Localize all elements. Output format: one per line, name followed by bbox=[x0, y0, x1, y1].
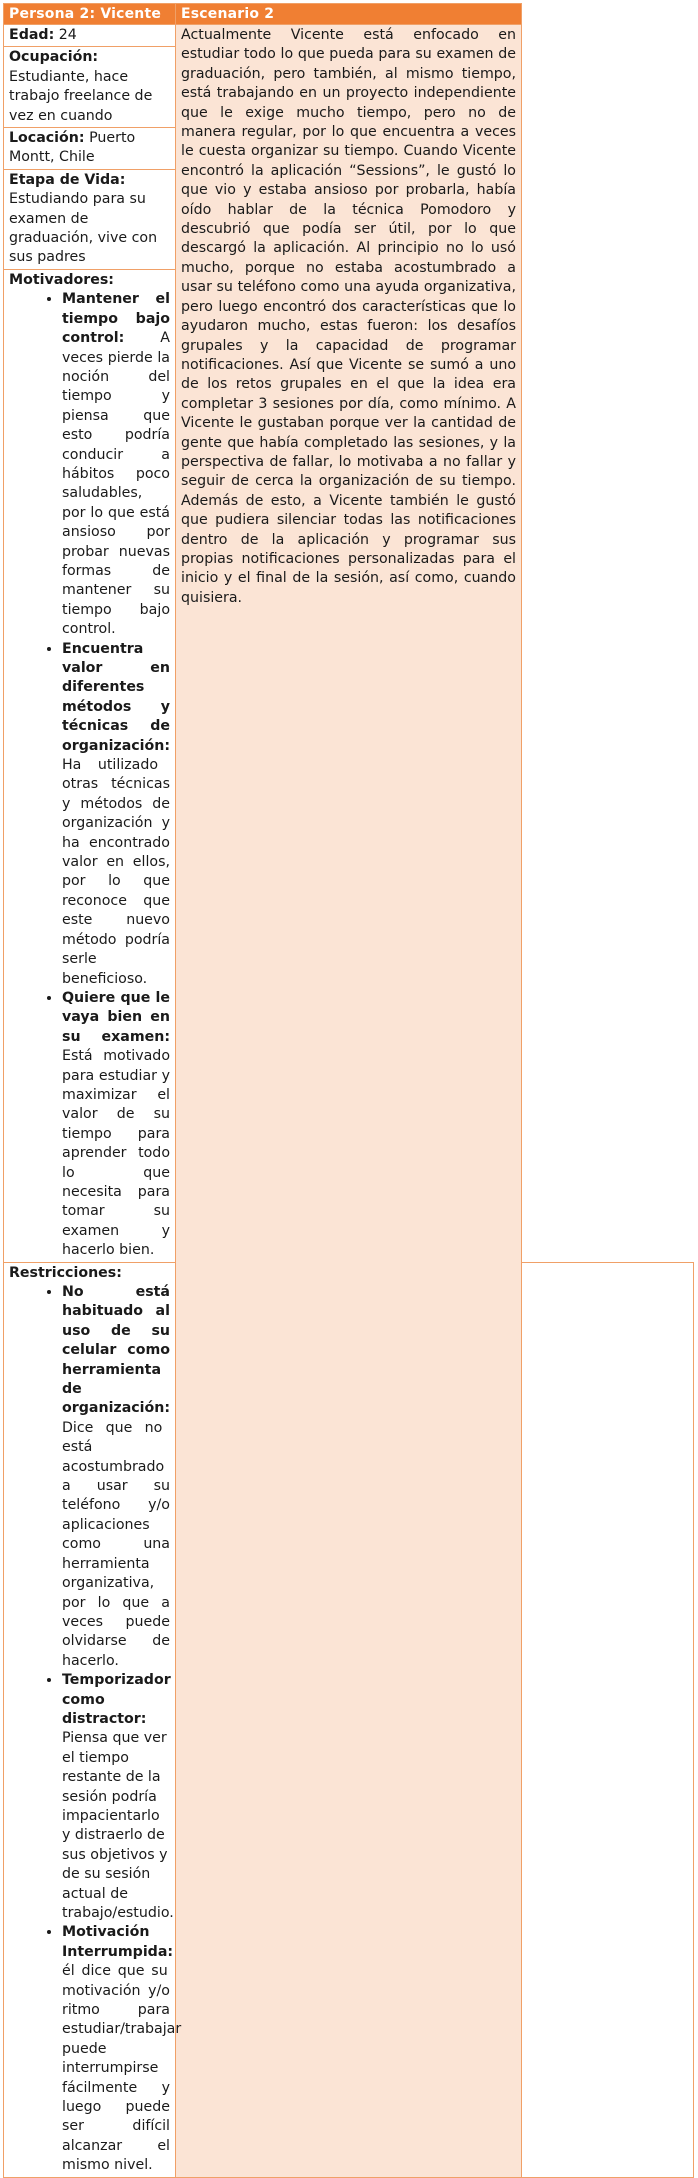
list-item bbox=[62, 989, 170, 1261]
motivadores-title: Motivadores: bbox=[9, 271, 114, 288]
persona-title: Persona 2: Vicente bbox=[9, 6, 162, 22]
ocupacion-value: Estudiante, hace trabajo freelance de vez en cuando bbox=[9, 68, 153, 124]
list-item bbox=[62, 1671, 174, 1923]
restricciones-cell bbox=[4, 1262, 182, 2177]
restriccion-body: él dice que su motivación y/o ritmo para estudiar/trabajar puede interrumpirse fácilmente y luego puede ser difícil alcanzar el mismo nivel. bbox=[62, 1963, 182, 2174]
edad-cell bbox=[4, 25, 176, 47]
etapa-value: Estudiando para su examen de graduación, vive con sus padres bbox=[9, 191, 158, 266]
motivador-body: Está motivado para estudiar y maximizar el valor de su tiempo para aprender todo lo que necesita para tomar su examen y hacerlo bien. bbox=[62, 1048, 170, 1259]
scenario-title: Escenario 2 bbox=[181, 6, 275, 22]
scenario-cell bbox=[176, 25, 522, 2178]
motivador-body: Ha utilizado otras técnicas y métodos de organización y ha encontrado valor en ellos, por lo que reconoce que este nuevo método podría serle beneficioso. bbox=[62, 757, 170, 987]
scenario-header bbox=[176, 4, 522, 25]
restriccion-head: Temporizador como distractor: bbox=[62, 1672, 171, 1727]
persona-document bbox=[3, 3, 694, 2174]
list-item bbox=[62, 1283, 170, 1671]
persona-table bbox=[3, 3, 694, 2178]
locacion-cell bbox=[4, 128, 176, 170]
restricciones-list bbox=[9, 1283, 182, 2176]
edad-value: 24 bbox=[54, 27, 77, 43]
list-item bbox=[62, 290, 170, 639]
motivador-head: Mantener el tiempo bajo control: bbox=[62, 291, 170, 347]
restriccion-head: No está habituado al uso de su celular como herramienta de organización: bbox=[62, 1284, 171, 1417]
restriccion-body: Dice que no está acostumbrado a usar su teléfono y/o aplicaciones como una herramienta organizativa, por lo que a veces puede olvidarse de hacerlo. bbox=[62, 1419, 170, 1669]
restriccion-head: Motivación Interrumpida: bbox=[62, 1924, 174, 1960]
list-item bbox=[62, 1923, 182, 2175]
motivadores-cell bbox=[4, 269, 176, 1262]
etapa-cell bbox=[4, 169, 176, 269]
locacion-label: Locación: bbox=[9, 130, 85, 147]
scenario-text: Actualmente Vicente está enfocado en estudiar todo lo que pueda para su examen de graduación, pero también, al mismo tiempo, está trabajando en un proyecto independiente que le exige mucho tiempo, pero no de manera regular, por lo que encuentra a veces le cuesta organizar su tiempo. Cuando Vicente encontró la aplicación “Sessions”, le gustó lo que vio y estaba ansioso por probarla, había oído hablar de la técnica Pomodoro y descubrió que podía ser útil, por lo que descargó la aplicación. Al principio no lo usó mucho, porque no estaba acostumbrado a usar su teléfono como una ayuda organizativa, pero luego encontró dos características que lo ayudaron mucho, estas fueron: los desafíos grupales y la capacidad de programar notificaciones. Así que Vicente se sumó a uno de los retos grupales en el que la idea era completar 3 sesiones por día, como mínimo. A Vicente le gustaban porque ver la cantidad de gente que había completado las sesiones, y la perspectiva de fallar, lo motivaba a no fallar y seguir de cerca la organización de su tiempo. Además de esto, a Vicente también le gustó que pudiera silenciar todas las notificaciones dentro de la aplicación y programar sus propias notificaciones personalizadas para el inicio y el final de la sesión, así como, cuando quisiera. bbox=[181, 27, 516, 606]
locacion-value: Puerto Montt, Chile bbox=[9, 130, 136, 166]
motivador-body: A veces pierde la noción del tiempo y piensa que esto podría conducir a hábitos poco saludables, por lo que está ansioso por probar nuevas formas de mantener su tiempo bajo control. bbox=[62, 330, 170, 638]
edad-label: Edad: bbox=[9, 27, 55, 43]
persona-header bbox=[4, 4, 176, 25]
restricciones-title: Restricciones: bbox=[9, 1264, 122, 1281]
ocupacion-cell bbox=[4, 47, 176, 128]
list-item bbox=[62, 640, 170, 989]
etapa-label: Etapa de Vida: bbox=[9, 171, 126, 188]
restriccion-body: Piensa que ver el tiempo restante de la sesión podría impacientarlo y distraerlo de sus objetivos y de su sesión actual de trabajo/estudio. bbox=[62, 1730, 174, 1921]
ocupacion-label: Ocupación: bbox=[9, 49, 99, 66]
motivador-head: Quiere que le vaya bien en su examen: bbox=[62, 989, 170, 1045]
motivadores-list bbox=[9, 290, 170, 1260]
scenario-empty-cell bbox=[522, 1262, 694, 2177]
motivador-head: Encuentra valor en diferentes métodos y técnicas de organización: bbox=[62, 640, 171, 754]
